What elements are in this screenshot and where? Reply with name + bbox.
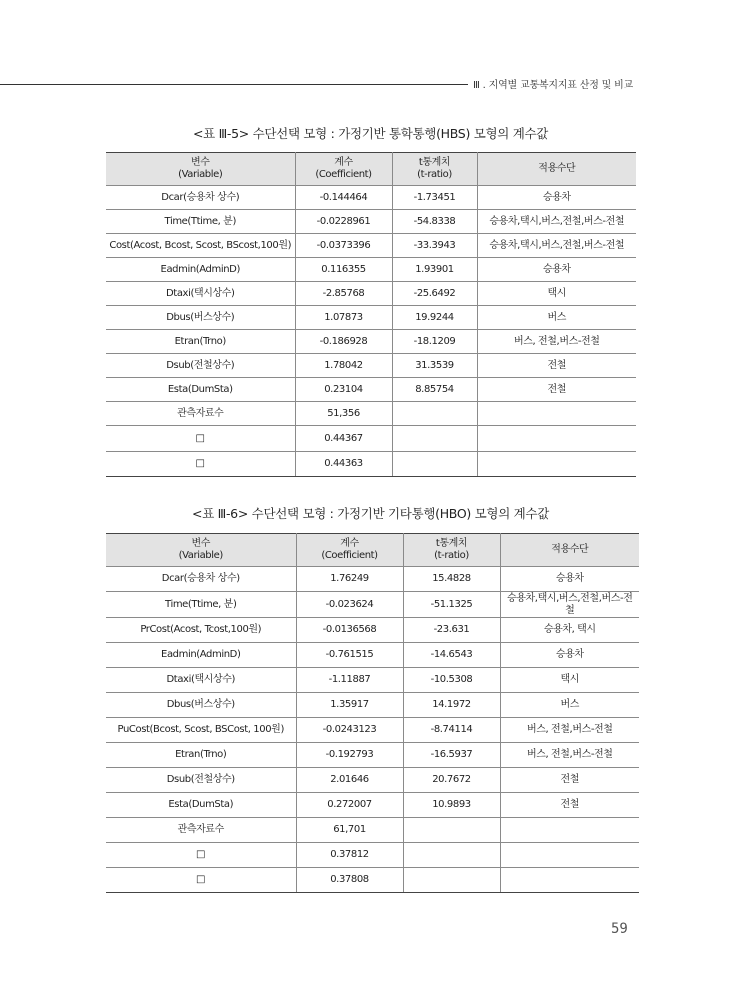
table-caption-1: <표 Ⅲ-5> 수단선택 모형 : 가정기반 통학통행(HBS) 모형의 계수값 — [192, 126, 549, 141]
table-row — [106, 743, 639, 768]
table-row — [106, 592, 639, 618]
cell-mode: 승용차 — [477, 258, 636, 282]
cell-mode: 승용차,택시,버스,전철,버스-전철 — [477, 234, 636, 258]
cell-t-ratio: 10.9893 — [403, 793, 500, 818]
cell-t-ratio: 14.1972 — [403, 693, 500, 718]
cell-mode: 승용차,택시,버스,전철,버스-전철 — [500, 592, 639, 618]
cell-t-ratio: -54.8338 — [392, 210, 477, 234]
cell-variable: □ — [106, 843, 296, 868]
col-header-mode: 적용수단 — [500, 534, 639, 567]
cell-coefficient: -0.0228961 — [295, 210, 392, 234]
cell-variable: Dbus(버스상수) — [106, 306, 295, 330]
table-row — [106, 282, 636, 306]
table-row — [106, 843, 639, 868]
cell-variable: 관측자료수 — [106, 818, 296, 843]
cell-coefficient: -0.0136568 — [296, 618, 403, 643]
cell-variable: □ — [106, 426, 295, 452]
cell-coefficient: -0.0373396 — [295, 234, 392, 258]
cell-variable: Dbus(버스상수) — [106, 693, 296, 718]
table-row — [106, 868, 639, 893]
cell-mode: 버스 — [500, 693, 639, 718]
table-row — [106, 402, 636, 426]
cell-variable: Cost(Acost, Bcost, Scost, BScost,100원) — [106, 234, 295, 258]
cell-coefficient: 2.01646 — [296, 768, 403, 793]
cell-mode — [500, 868, 639, 893]
cell-variable: Esta(DumSta) — [106, 378, 295, 402]
cell-t-ratio: 1.93901 — [392, 258, 477, 282]
cell-coefficient: -0.144464 — [295, 186, 392, 210]
cell-coefficient: 0.23104 — [295, 378, 392, 402]
cell-variable: Dsub(전철상수) — [106, 768, 296, 793]
cell-mode: 승용차 — [500, 643, 639, 668]
col-header-coefficient: 계수 (Coefficient) — [295, 153, 392, 186]
cell-variable: Dcar(승용차 상수) — [106, 567, 296, 592]
cell-variable: Eadmin(AdminD) — [106, 643, 296, 668]
cell-coefficient: 1.07873 — [295, 306, 392, 330]
cell-coefficient: 51,356 — [295, 402, 392, 426]
table-row — [106, 186, 636, 210]
cell-variable: Dtaxi(택시상수) — [106, 668, 296, 693]
table-row — [106, 234, 636, 258]
table-row — [106, 306, 636, 330]
cell-mode: 승용차,택시,버스,전철,버스-전철 — [477, 210, 636, 234]
cell-t-ratio: -16.5937 — [403, 743, 500, 768]
cell-coefficient: -0.186928 — [295, 330, 392, 354]
cell-t-ratio: -18.1209 — [392, 330, 477, 354]
table-row — [106, 618, 639, 643]
cell-mode: 전철 — [500, 768, 639, 793]
cell-mode: 전철 — [477, 378, 636, 402]
cell-mode — [477, 452, 636, 477]
cell-variable: □ — [106, 452, 295, 477]
cell-variable: Etran(Trno) — [106, 330, 295, 354]
table-row — [106, 718, 639, 743]
cell-coefficient: 0.37812 — [296, 843, 403, 868]
col-header-mode: 적용수단 — [477, 153, 636, 186]
cell-t-ratio: -33.3943 — [392, 234, 477, 258]
cell-mode — [500, 843, 639, 868]
cell-t-ratio: -1.73451 — [392, 186, 477, 210]
header-rule — [0, 84, 468, 85]
table-row — [106, 378, 636, 402]
page-number: 59 — [611, 921, 628, 937]
col-header-t-ratio: t통계치 (t-ratio) — [392, 153, 477, 186]
cell-mode: 버스, 전철,버스-전철 — [500, 718, 639, 743]
cell-t-ratio — [403, 843, 500, 868]
table-row — [106, 818, 639, 843]
cell-t-ratio — [392, 402, 477, 426]
table-row — [106, 452, 636, 477]
cell-mode — [500, 818, 639, 843]
cell-variable: Eadmin(AdminD) — [106, 258, 295, 282]
coefficient-table-hbs — [106, 152, 636, 477]
cell-mode: 택시 — [477, 282, 636, 306]
cell-variable: □ — [106, 868, 296, 893]
cell-coefficient: 0.116355 — [295, 258, 392, 282]
cell-mode: 버스, 전철,버스-전철 — [477, 330, 636, 354]
table-row — [106, 210, 636, 234]
cell-t-ratio — [403, 818, 500, 843]
cell-mode: 버스 — [477, 306, 636, 330]
table-row — [106, 330, 636, 354]
cell-coefficient: -0.0243123 — [296, 718, 403, 743]
cell-variable: 관측자료수 — [106, 402, 295, 426]
cell-t-ratio — [403, 868, 500, 893]
cell-t-ratio: -25.6492 — [392, 282, 477, 306]
cell-variable: Time(Ttime, 분) — [106, 210, 295, 234]
table-row — [106, 793, 639, 818]
cell-t-ratio: 8.85754 — [392, 378, 477, 402]
cell-variable: Dtaxi(택시상수) — [106, 282, 295, 306]
cell-t-ratio: 31.3539 — [392, 354, 477, 378]
cell-coefficient: -0.192793 — [296, 743, 403, 768]
cell-mode — [477, 402, 636, 426]
table-row — [106, 354, 636, 378]
cell-coefficient: -2.85768 — [295, 282, 392, 306]
cell-coefficient: 1.78042 — [295, 354, 392, 378]
col-header-coefficient: 계수 (Coefficient) — [296, 534, 403, 567]
cell-variable: Dcar(승용차 상수) — [106, 186, 295, 210]
cell-variable: PrCost(Acost, Tcost,100원) — [106, 618, 296, 643]
cell-coefficient: -1.11887 — [296, 668, 403, 693]
cell-coefficient: 1.76249 — [296, 567, 403, 592]
cell-variable: Esta(DumSta) — [106, 793, 296, 818]
cell-mode: 승용차 — [477, 186, 636, 210]
cell-t-ratio — [392, 452, 477, 477]
table-row — [106, 567, 639, 592]
cell-coefficient: 1.35917 — [296, 693, 403, 718]
table-row — [106, 693, 639, 718]
cell-mode: 택시 — [500, 668, 639, 693]
col-header-variable: 변수 (Variable) — [106, 534, 296, 567]
cell-coefficient: -0.761515 — [296, 643, 403, 668]
table-row — [106, 668, 639, 693]
cell-t-ratio: 19.9244 — [392, 306, 477, 330]
cell-t-ratio: -23.631 — [403, 618, 500, 643]
cell-mode: 승용차 — [500, 567, 639, 592]
cell-mode: 승용차, 택시 — [500, 618, 639, 643]
col-header-t-ratio: t통계치 (t-ratio) — [403, 534, 500, 567]
cell-mode — [477, 426, 636, 452]
cell-coefficient: 0.37808 — [296, 868, 403, 893]
cell-t-ratio: -10.5308 — [403, 668, 500, 693]
coefficient-table-hbo — [106, 533, 639, 893]
cell-t-ratio: 15.4828 — [403, 567, 500, 592]
cell-variable: Dsub(전철상수) — [106, 354, 295, 378]
cell-coefficient: 0.44363 — [295, 452, 392, 477]
cell-t-ratio: 20.7672 — [403, 768, 500, 793]
chapter-header: Ⅲ . 지역별 교통복지지표 산정 및 비교 — [473, 80, 633, 91]
cell-coefficient: 61,701 — [296, 818, 403, 843]
cell-mode: 버스, 전철,버스-전철 — [500, 743, 639, 768]
cell-t-ratio: -14.6543 — [403, 643, 500, 668]
table-row — [106, 768, 639, 793]
cell-t-ratio: -8.74114 — [403, 718, 500, 743]
col-header-variable: 변수 (Variable) — [106, 153, 295, 186]
table-caption-2: <표 Ⅲ-6> 수단선택 모형 : 가정기반 기타통행(HBO) 모형의 계수값 — [192, 506, 549, 521]
cell-t-ratio: -51.1325 — [403, 592, 500, 618]
cell-coefficient: 0.44367 — [295, 426, 392, 452]
cell-t-ratio — [392, 426, 477, 452]
table-row — [106, 258, 636, 282]
cell-mode: 전철 — [477, 354, 636, 378]
cell-coefficient: -0.023624 — [296, 592, 403, 618]
cell-mode: 전철 — [500, 793, 639, 818]
cell-variable: Etran(Trno) — [106, 743, 296, 768]
table-row — [106, 643, 639, 668]
cell-variable: PuCost(Bcost, Scost, BSCost, 100원) — [106, 718, 296, 743]
cell-variable: Time(Ttime, 분) — [106, 592, 296, 618]
table-row — [106, 426, 636, 452]
cell-coefficient: 0.272007 — [296, 793, 403, 818]
